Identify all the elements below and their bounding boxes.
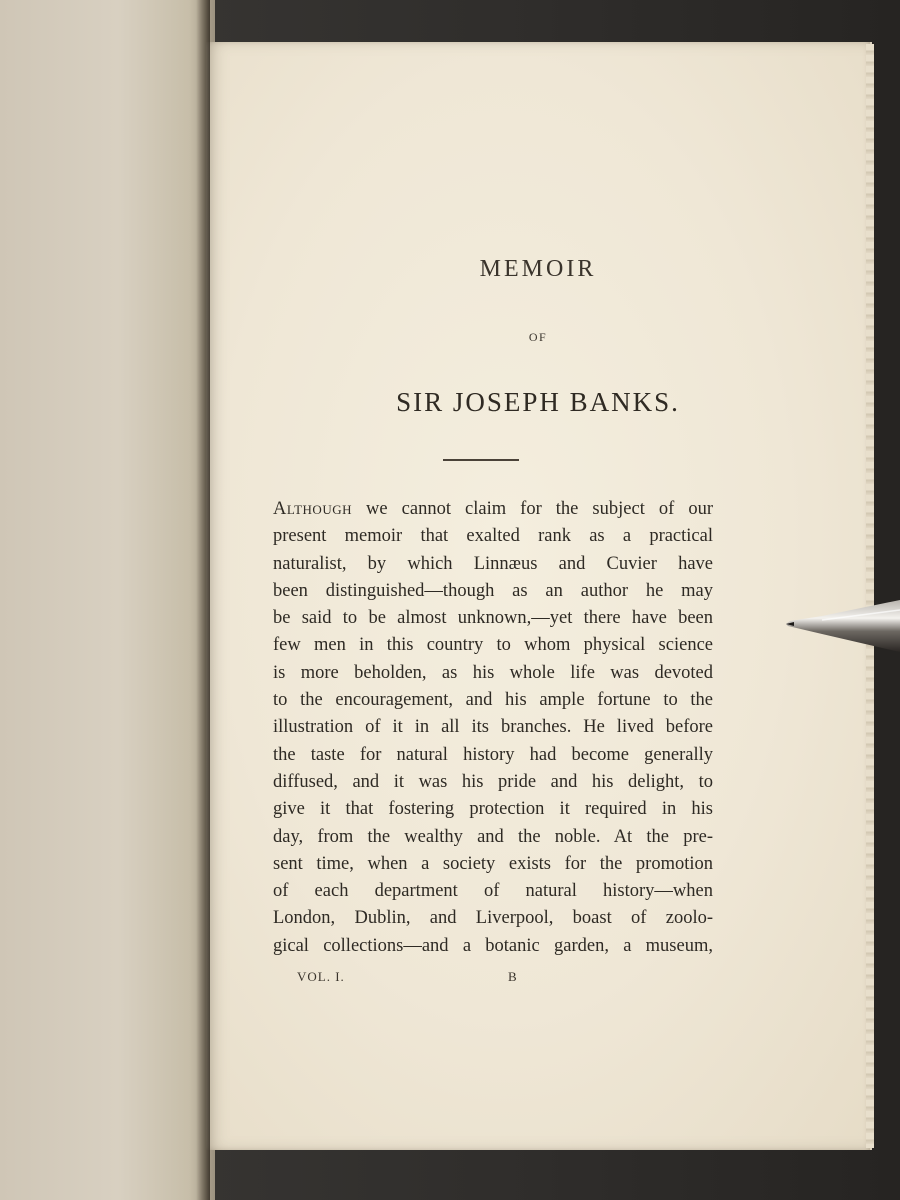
- body-line: naturalist, by which Linnæus and Cuvier have: [273, 553, 713, 574]
- body-line: present memoir that exalted rank as a practical: [273, 526, 713, 547]
- body-line: of each department of natural history—when: [273, 881, 713, 902]
- title-memoir: MEMOIR: [479, 256, 597, 282]
- body-line: to the encouragement, and his ample fortune to the: [273, 690, 713, 711]
- body-line: be said to be almost unknown,—yet there have been: [273, 608, 713, 629]
- title-of: OF: [528, 330, 548, 344]
- body-line: [273, 496, 713, 523]
- left-page: [0, 0, 215, 1200]
- body-line: sent time, when a society exists for the promotion: [273, 853, 713, 874]
- body-line: day, from the wealthy and the noble. At the pre-: [273, 826, 713, 847]
- body-line: give it that fostering protection it required in his: [273, 799, 713, 820]
- body-line: is more beholden, as his whole life was devoted: [273, 662, 713, 683]
- footer-signature-mark: B: [508, 969, 517, 984]
- footer-volume: VOL. I.: [297, 969, 345, 984]
- body-line-text: we cannot claim for the subject of our: [352, 499, 713, 519]
- body-line: been distinguished—though as an author he may: [273, 580, 713, 601]
- body-paragraph: [273, 496, 713, 960]
- opening-word: Although: [273, 499, 352, 519]
- body-line: few men in this country to whom physical science: [273, 635, 713, 656]
- pen-icon: [782, 596, 900, 656]
- body-line: the taste for natural history had become generally: [273, 744, 713, 765]
- body-line: illustration of it in all its branches. He lived before: [273, 717, 713, 738]
- body-line: London, Dublin, and Liverpool, boast of zoolo-: [273, 908, 713, 929]
- title-subject-name: SIR JOSEPH BANKS.: [396, 387, 680, 417]
- body-line: gical collections—and a botanic garden, a museum,: [273, 935, 713, 956]
- book-gutter: [196, 0, 210, 1200]
- body-line: diffused, and it was his pride and his delight, to: [273, 771, 713, 792]
- title-divider: [443, 459, 519, 461]
